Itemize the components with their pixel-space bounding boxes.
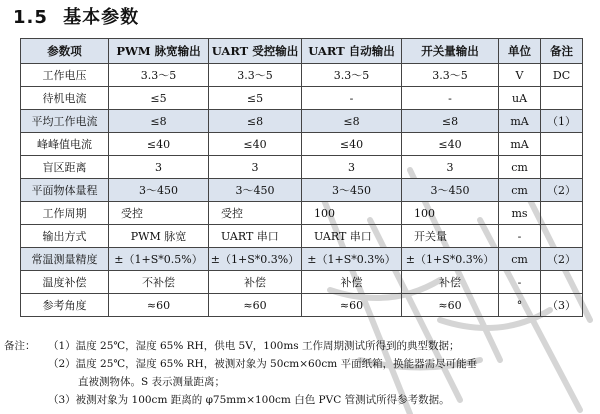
column-header: UART 自动输出: [302, 39, 402, 64]
value-cell: ≤40: [209, 133, 302, 156]
value-cell: 不补偿: [109, 271, 209, 294]
param-name-cell: 平均工作电流: [21, 110, 109, 133]
value-cell: ±（1+S*0.3%）: [209, 248, 302, 271]
value-cell: 3.3～5: [402, 64, 499, 87]
table-row: [21, 87, 583, 110]
note-line: [4, 373, 594, 391]
param-name-cell: 工作电压: [21, 64, 109, 87]
value-cell: -: [302, 87, 402, 110]
column-header: PWM 脉宽输出: [109, 39, 209, 64]
section-number: 1.5: [13, 7, 48, 28]
value-cell: 3.3～5: [209, 64, 302, 87]
value-cell: 受控: [209, 202, 302, 225]
table-header-row: [21, 39, 583, 64]
table-row: [21, 202, 583, 225]
value-cell: 3～450: [209, 179, 302, 202]
value-cell: ≤40: [302, 133, 402, 156]
value-cell: 100: [302, 202, 402, 225]
remark-cell: （1）: [541, 110, 583, 133]
unit-cell: mA: [499, 110, 541, 133]
value-cell: 开关量: [402, 225, 499, 248]
value-cell: 3: [109, 156, 209, 179]
unit-cell: cm: [499, 179, 541, 202]
value-cell: ≈60: [402, 294, 499, 317]
value-cell: ≤40: [109, 133, 209, 156]
unit-cell: cm: [499, 156, 541, 179]
unit-cell: uA: [499, 87, 541, 110]
value-cell: ≤40: [402, 133, 499, 156]
note-line: [4, 391, 594, 409]
value-cell: 3～450: [302, 179, 402, 202]
remark-cell: DC: [541, 64, 583, 87]
value-cell: ≈60: [209, 294, 302, 317]
section-title: 基本参数: [63, 7, 140, 28]
value-cell: ≤8: [402, 110, 499, 133]
value-cell: 3: [402, 156, 499, 179]
table-row: [21, 156, 583, 179]
remark-cell: [541, 156, 583, 179]
table-row: [21, 271, 583, 294]
value-cell: 3: [209, 156, 302, 179]
value-cell: ±（1+S*0.3%）: [302, 248, 402, 271]
param-name-cell: 平面物体量程: [21, 179, 109, 202]
param-name-cell: 常温测量精度: [21, 248, 109, 271]
value-cell: -: [402, 87, 499, 110]
value-cell: UART 串口: [302, 225, 402, 248]
remark-cell: [541, 87, 583, 110]
unit-cell: ms: [499, 202, 541, 225]
unit-cell: cm: [499, 248, 541, 271]
remark-cell: [541, 133, 583, 156]
value-cell: 3～450: [402, 179, 499, 202]
value-cell: PWM 脉宽: [109, 225, 209, 248]
value-cell: 补偿: [402, 271, 499, 294]
column-header: 备注: [541, 39, 583, 64]
value-cell: UART 串口: [209, 225, 302, 248]
column-header: 单位: [499, 39, 541, 64]
note-2a: （2）温度 25℃，湿度 65% RH，被测对象为 50cm×60cm 平面纸箱，换能器需尽可能垂: [48, 358, 478, 370]
value-cell: ≈60: [109, 294, 209, 317]
remark-cell: （2）: [541, 179, 583, 202]
param-name-cell: 温度补偿: [21, 271, 109, 294]
value-cell: ≤8: [109, 110, 209, 133]
table-row: [21, 64, 583, 87]
value-cell: 3.3～5: [109, 64, 209, 87]
table-row: [21, 179, 583, 202]
param-name-cell: 输出方式: [21, 225, 109, 248]
value-cell: ±（1+S*0.5%）: [109, 248, 209, 271]
value-cell: ≤8: [302, 110, 402, 133]
param-name-cell: 待机电流: [21, 87, 109, 110]
value-cell: ≈60: [302, 294, 402, 317]
value-cell: 100: [402, 202, 499, 225]
note-3: （3）被测对象为 100cm 距离的 φ75mm×100cm 白色 PVC 管测试所得参考数据。: [48, 394, 450, 406]
value-cell: 3: [302, 156, 402, 179]
table-row: [21, 294, 583, 317]
table-row: [21, 225, 583, 248]
note-line: [4, 337, 594, 355]
value-cell: 补偿: [209, 271, 302, 294]
table-row: [21, 110, 583, 133]
column-header: 开关量输出: [402, 39, 499, 64]
column-header: UART 受控输出: [209, 39, 302, 64]
remark-cell: （2）: [541, 248, 583, 271]
column-header: 参数项: [21, 39, 109, 64]
value-cell: ≤5: [209, 87, 302, 110]
unit-cell: mA: [499, 133, 541, 156]
unit-cell: V: [499, 64, 541, 87]
value-cell: ±（1+S*0.3%）: [402, 248, 499, 271]
value-cell: 3.3～5: [302, 64, 402, 87]
value-cell: ≤8: [209, 110, 302, 133]
section-heading: [13, 3, 139, 29]
remark-cell: （3）: [541, 294, 583, 317]
table-row: [21, 133, 583, 156]
note-line: [4, 355, 594, 373]
value-cell: 补偿: [302, 271, 402, 294]
param-name-cell: 工作周期: [21, 202, 109, 225]
value-cell: 3～450: [109, 179, 209, 202]
unit-cell: °: [499, 294, 541, 317]
param-name-cell: 盲区距离: [21, 156, 109, 179]
parameter-table: [20, 38, 583, 317]
value-cell: 受控: [109, 202, 209, 225]
value-cell: ≤5: [109, 87, 209, 110]
note-1: （1）温度 25℃，湿度 65% RH，供电 5V，100ms 工作周期测试所得到的典型数据；: [48, 340, 460, 352]
remark-cell: [541, 225, 583, 248]
remark-cell: [541, 202, 583, 225]
param-name-cell: 峰峰值电流: [21, 133, 109, 156]
notes-block: [4, 337, 594, 409]
notes-label: 备注：: [4, 340, 36, 352]
note-2b: 直被测物体。S 表示测量距离；: [78, 376, 226, 388]
unit-cell: -: [499, 225, 541, 248]
param-name-cell: 参考角度: [21, 294, 109, 317]
remark-cell: [541, 271, 583, 294]
table-row: [21, 248, 583, 271]
unit-cell: -: [499, 271, 541, 294]
